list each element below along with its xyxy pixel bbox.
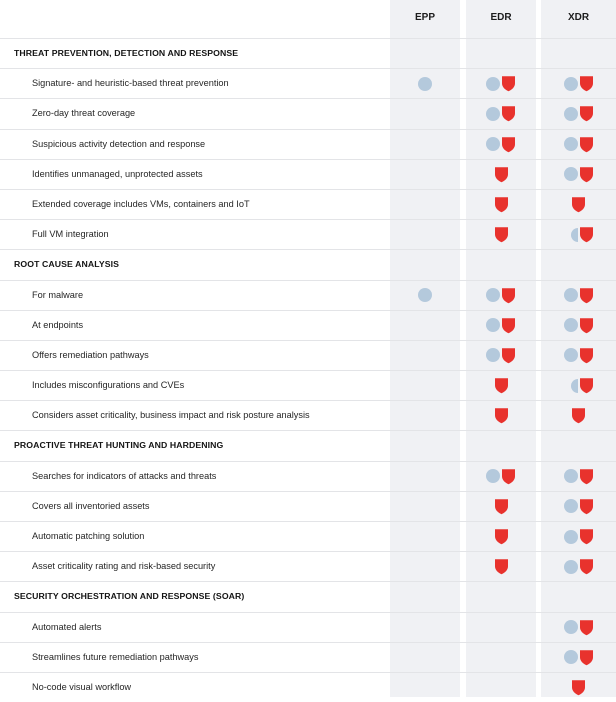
table-row xyxy=(0,672,616,702)
half-circle-icon xyxy=(571,228,578,242)
circle-icon xyxy=(486,348,500,362)
circle-icon xyxy=(564,530,578,544)
cell-epp xyxy=(390,160,460,189)
section-header-row xyxy=(0,249,616,279)
section-title: SECURITY ORCHESTRATION AND RESPONSE (SOAR) xyxy=(14,591,245,602)
shield-icon xyxy=(494,558,509,575)
section-title: PROACTIVE THREAT HUNTING AND HARDENING xyxy=(14,440,224,451)
cell-epp xyxy=(390,522,460,551)
table-body xyxy=(0,38,616,702)
shield-icon xyxy=(579,649,594,666)
cell-edr xyxy=(466,522,536,551)
feature-label: Zero-day threat coverage xyxy=(32,108,136,119)
cell-edr xyxy=(466,160,536,189)
feature-label: Signature- and heuristic-based threat prevention xyxy=(32,78,229,89)
cell-epp xyxy=(390,281,460,310)
section-header-row xyxy=(0,38,616,68)
shield-icon xyxy=(494,407,509,424)
table-row xyxy=(0,129,616,159)
feature-label: Suspicious activity detection and response xyxy=(32,138,206,149)
shield-icon xyxy=(579,136,594,153)
circle-icon xyxy=(418,77,432,91)
shield-icon xyxy=(501,347,516,364)
cell-edr xyxy=(466,462,536,491)
table-row xyxy=(0,370,616,400)
cell-epp xyxy=(390,552,460,581)
circle-icon xyxy=(564,348,578,362)
feature-label: Asset criticality rating and risk-based security xyxy=(32,561,216,572)
table-row xyxy=(0,189,616,219)
cell-edr xyxy=(466,673,536,702)
shield-icon xyxy=(494,528,509,545)
circle-icon xyxy=(564,560,578,574)
cell-epp xyxy=(390,643,460,672)
cell-xdr xyxy=(541,281,616,310)
table-row xyxy=(0,159,616,189)
cell-epp xyxy=(390,99,460,128)
shield-icon xyxy=(579,468,594,485)
cell-edr xyxy=(466,281,536,310)
feature-label: Identifies unmanaged, unprotected assets xyxy=(32,168,203,179)
shield-icon xyxy=(579,226,594,243)
cell-epp xyxy=(390,462,460,491)
cell-xdr xyxy=(541,552,616,581)
cell-xdr xyxy=(541,220,616,249)
cell-xdr xyxy=(541,613,616,642)
cell-epp xyxy=(390,130,460,159)
cell-epp xyxy=(390,613,460,642)
shield-icon xyxy=(501,105,516,122)
feature-label: Full VM integration xyxy=(32,229,109,240)
section-header-row xyxy=(0,581,616,611)
circle-icon xyxy=(564,499,578,513)
circle-icon xyxy=(564,137,578,151)
cell-xdr xyxy=(541,371,616,400)
cell-epp xyxy=(390,401,460,430)
shield-icon xyxy=(579,619,594,636)
shield-icon xyxy=(571,407,586,424)
column-header-epp: EPP xyxy=(414,12,435,23)
circle-icon xyxy=(486,77,500,91)
feature-label: Covers all inventoried assets xyxy=(32,500,150,511)
circle-icon xyxy=(564,650,578,664)
cell-xdr xyxy=(541,160,616,189)
circle-icon xyxy=(418,288,432,302)
shield-icon xyxy=(494,196,509,213)
shield-icon xyxy=(579,347,594,364)
cell-xdr xyxy=(541,130,616,159)
cell-epp xyxy=(390,341,460,370)
cell-edr xyxy=(466,311,536,340)
shield-icon xyxy=(501,136,516,153)
cell-edr xyxy=(466,190,536,219)
cell-epp xyxy=(390,311,460,340)
table-row xyxy=(0,521,616,551)
shield-icon xyxy=(579,317,594,334)
cell-xdr xyxy=(541,190,616,219)
column-header-edr: EDR xyxy=(490,12,512,23)
table-row xyxy=(0,280,616,310)
circle-icon xyxy=(486,107,500,121)
section-header-row xyxy=(0,430,616,460)
feature-label: Automatic patching solution xyxy=(32,531,145,541)
circle-icon xyxy=(486,288,500,302)
shield-icon xyxy=(494,226,509,243)
feature-label: At endpoints xyxy=(32,319,84,330)
feature-label: Considers asset criticality, business impact and risk posture analysis xyxy=(32,410,310,421)
shield-icon xyxy=(494,498,509,515)
shield-icon xyxy=(494,166,509,183)
feature-label: Extended coverage includes VMs, containers and IoT xyxy=(32,198,250,209)
shield-icon xyxy=(579,528,594,545)
cell-epp xyxy=(390,220,460,249)
feature-label: Includes misconfigurations and CVEs xyxy=(32,380,185,391)
shield-icon xyxy=(579,105,594,122)
table-row xyxy=(0,400,616,430)
circle-icon xyxy=(564,288,578,302)
circle-icon xyxy=(564,318,578,332)
cell-xdr xyxy=(541,99,616,128)
cell-epp xyxy=(390,492,460,521)
cell-xdr xyxy=(541,462,616,491)
table-row xyxy=(0,340,616,370)
shield-icon xyxy=(501,468,516,485)
cell-edr xyxy=(466,643,536,672)
circle-icon xyxy=(564,469,578,483)
table-row xyxy=(0,219,616,249)
table-row xyxy=(0,551,616,581)
half-circle-icon xyxy=(571,379,578,393)
table-row xyxy=(0,612,616,642)
cell-edr xyxy=(466,69,536,98)
feature-label: No-code visual workflow xyxy=(32,681,132,692)
circle-icon xyxy=(486,137,500,151)
circle-icon xyxy=(564,620,578,634)
table-row xyxy=(0,491,616,521)
table-row xyxy=(0,642,616,672)
section-title: THREAT PREVENTION, DETECTION AND RESPONSE xyxy=(14,48,239,58)
shield-icon xyxy=(579,166,594,183)
table-row xyxy=(0,68,616,98)
cell-edr xyxy=(466,401,536,430)
cell-edr xyxy=(466,341,536,370)
table-row xyxy=(0,98,616,128)
circle-icon xyxy=(486,318,500,332)
cell-edr xyxy=(466,220,536,249)
feature-label: Streamlines future remediation pathways xyxy=(32,651,199,662)
cell-edr xyxy=(466,99,536,128)
section-title: ROOT CAUSE ANALYSIS xyxy=(14,259,120,270)
shield-icon xyxy=(571,196,586,213)
cell-xdr xyxy=(541,492,616,521)
shield-icon xyxy=(501,75,516,92)
cell-xdr xyxy=(541,401,616,430)
shield-icon xyxy=(579,558,594,575)
cell-xdr xyxy=(541,69,616,98)
shield-icon xyxy=(579,377,594,394)
feature-label: Searches for indicators of attacks and threats xyxy=(32,470,217,481)
circle-icon xyxy=(486,469,500,483)
cell-edr xyxy=(466,371,536,400)
cell-epp xyxy=(390,673,460,702)
cell-edr xyxy=(466,130,536,159)
shield-icon xyxy=(571,679,586,696)
shield-icon xyxy=(579,498,594,515)
table-row xyxy=(0,461,616,491)
circle-icon xyxy=(564,167,578,181)
feature-label: Offers remediation pathways xyxy=(32,349,149,360)
feature-label: Automated alerts xyxy=(32,621,102,632)
shield-icon xyxy=(579,75,594,92)
circle-icon xyxy=(564,77,578,91)
cell-xdr xyxy=(541,673,616,702)
cell-edr xyxy=(466,613,536,642)
cell-xdr xyxy=(541,341,616,370)
shield-icon xyxy=(494,377,509,394)
shield-icon xyxy=(579,287,594,304)
shield-icon xyxy=(501,287,516,304)
cell-epp xyxy=(390,69,460,98)
cell-epp xyxy=(390,371,460,400)
cell-epp xyxy=(390,190,460,219)
feature-label: For malware xyxy=(32,289,84,300)
column-header-xdr: XDR xyxy=(567,12,590,23)
cell-xdr xyxy=(541,522,616,551)
circle-icon xyxy=(564,107,578,121)
cell-xdr xyxy=(541,643,616,672)
table-row xyxy=(0,310,616,340)
cell-xdr xyxy=(541,311,616,340)
cell-edr xyxy=(466,552,536,581)
cell-edr xyxy=(466,492,536,521)
table-header xyxy=(0,0,616,38)
shield-icon xyxy=(501,317,516,334)
